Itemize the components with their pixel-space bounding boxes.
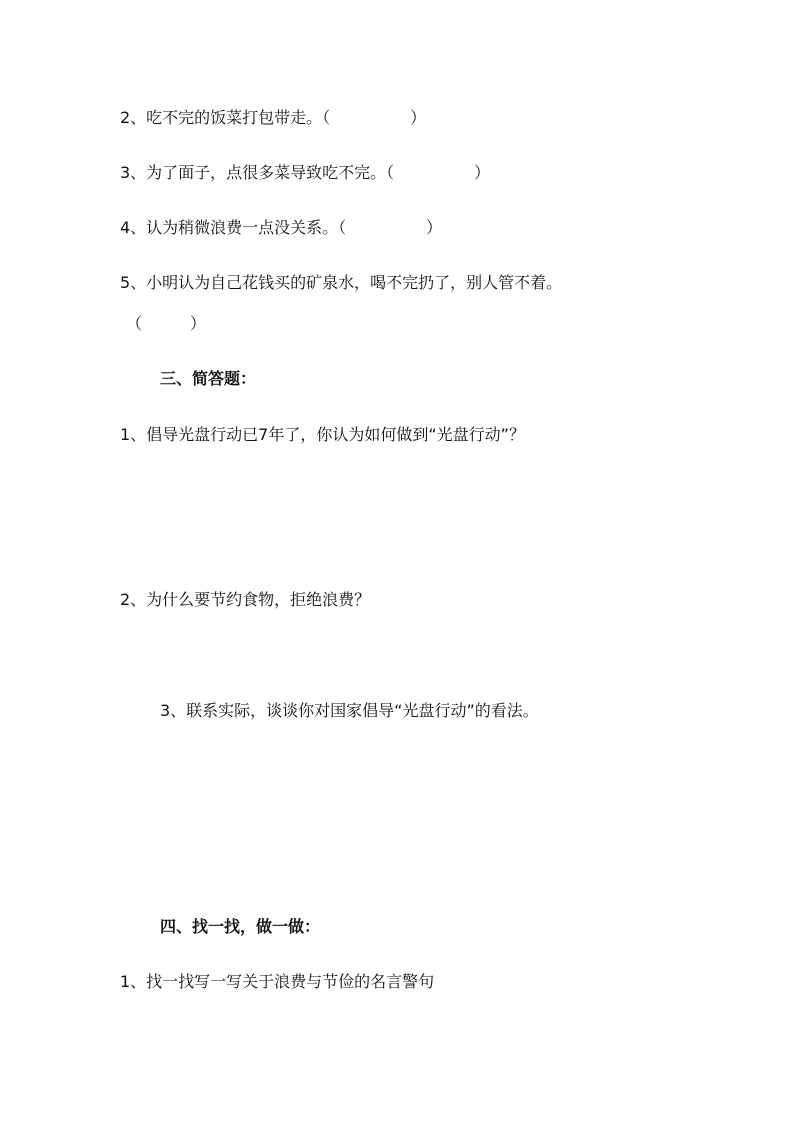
activity-q1: 1、找一找写一写关于浪费与节俭的名言警句 bbox=[120, 972, 435, 991]
judgment-item-4: 4、认为稍微浪费一点没关系。（ ） bbox=[120, 218, 443, 237]
section3-heading: 三、简答题： bbox=[160, 369, 257, 388]
judgment-item-3: 3、为了面子，点很多菜导致吃不完。（ ） bbox=[120, 163, 491, 182]
judgment-item-2: 2、吃不完的饭菜打包带走。（ ） bbox=[120, 108, 427, 127]
judgment-item-5: 5、小明认为自己花钱买的矿泉水，喝不完扔了，别人管不着。 bbox=[120, 273, 563, 292]
judgment-item-5-blank: （ ） bbox=[126, 314, 207, 333]
short-answer-q2: 2、为什么要节约食物，拒绝浪费？ bbox=[120, 590, 371, 609]
section4-heading: 四、找一找，做一做： bbox=[160, 917, 321, 936]
short-answer-q1: 1、倡导光盘行动已7年了，你认为如何做到“光盘行动”？ bbox=[120, 425, 525, 444]
short-answer-q3: 3、联系实际，谈谈你对国家倡导“光盘行动”的看法。 bbox=[160, 701, 539, 720]
